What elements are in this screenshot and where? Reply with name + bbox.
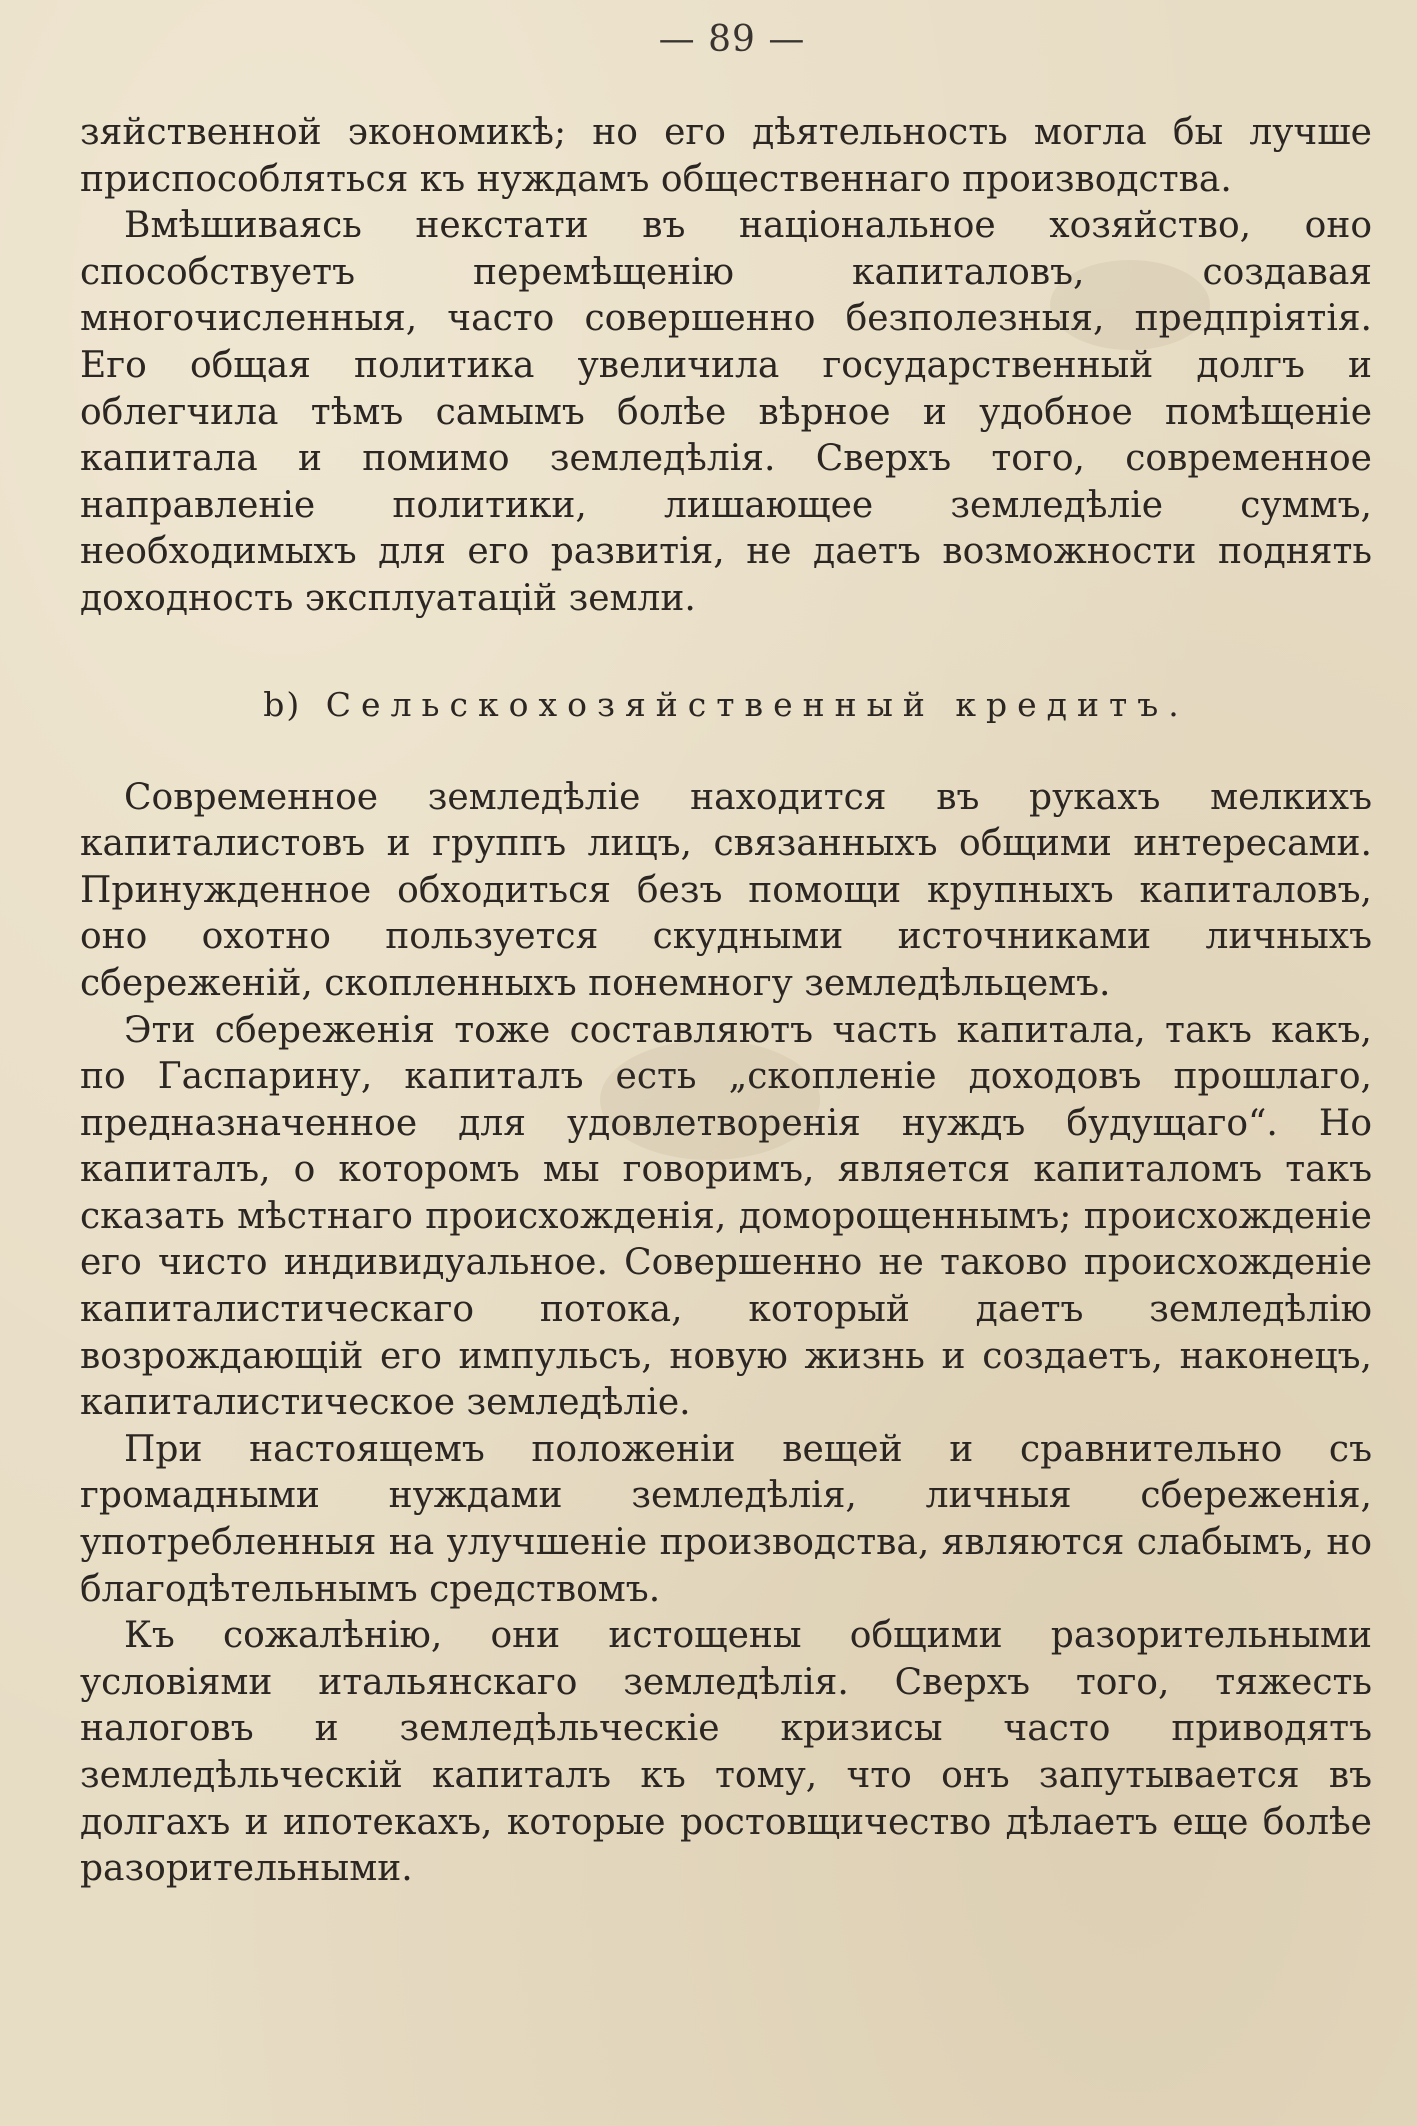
paragraph: зяйственной экономикѣ; но его дѣятельность могла бы лучше приспособляться къ нуждамъ общественнаго производства.: [80, 112, 1372, 200]
section-title: Сельскохозяйственный кредитъ.: [325, 684, 1189, 724]
page-number: — 89 —: [658, 19, 806, 60]
book-page: [80, 14, 1372, 1893]
body-text-bottom: [80, 775, 1372, 1893]
paragraph: Къ сожалѣнію, они истощены общими разорительными условіями итальянскаго земледѣлія. Сверхъ того, тяжесть налоговъ и земледѣльческіе кризисы часто приводятъ земледѣльческій капиталъ къ тому, что онъ запутывается въ долгахъ и ипотекахъ, которые ростовщичество дѣлаетъ еще болѣе разорительными.: [80, 1615, 1372, 1890]
paragraph: Эти сбереженія тоже составляютъ часть капитала, такъ какъ, по Гаспарину, капиталъ есть „скопленіе доходовъ прошлаго, предназначенное для удовлетворенія нуждъ будущаго“. Но капиталъ, о которомъ мы говоримъ, является капиталомъ такъ сказать мѣстнаго происхожденія, доморощеннымъ; происхожденіе его чисто индивидуальное. Совершенно не таково происхожденіе капиталистическаго потока, который даетъ земледѣлію возрождающій его импульсъ, новую жизнь и создаетъ, наконецъ, капиталистическое земледѣліе.: [80, 1009, 1372, 1424]
paragraph: При настоящемъ положеніи вещей и сравнительно съ громадными нуждами земледѣлія, личныя сбереженія, употребленныя на улучшеніе производства, являются слабымъ, но благодѣтельнымъ средствомъ.: [80, 1428, 1372, 1610]
paragraph: Вмѣшиваясь некстати въ національное хозяйство, оно способствуетъ перемѣщенію капиталовъ, создавая многочисленныя, часто совершенно безполезныя, предпріятія. Его общая политика увеличила государственный долгъ и облегчила тѣмъ самымъ болѣе вѣрное и удобное помѣщеніе капитала и помимо земледѣлія. Сверхъ того, современное направленіе политики, лишающее земледѣліе суммъ, необходимыхъ для его развитія, не даетъ возможности поднять доходность эксплуатацій земли.: [80, 205, 1372, 619]
paragraph: Современное земледѣліе находится въ рукахъ мелкихъ капиталистовъ и группъ лицъ, связанныхъ общими интересами. Принужденное обходиться безъ помощи крупныхъ капиталовъ, оно охотно пользуется скудными источниками личныхъ сбереженій, скопленныхъ понемногу земледѣльцемъ.: [80, 776, 1372, 1004]
section-letter: b): [263, 684, 302, 724]
section-heading: [80, 683, 1372, 727]
body-text-top: [80, 110, 1372, 623]
